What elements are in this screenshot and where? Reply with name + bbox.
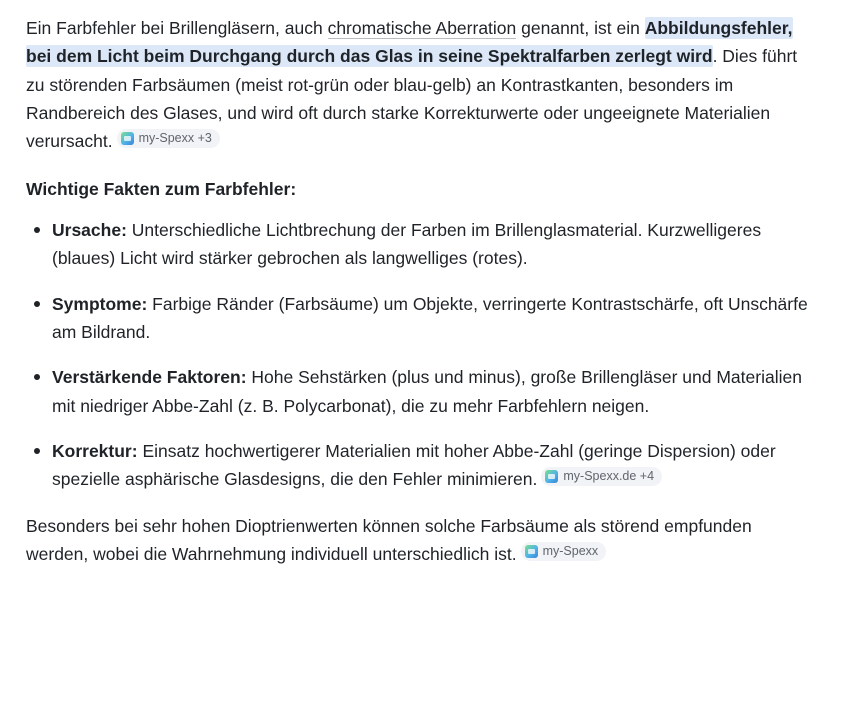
fact-text: Farbige Ränder (Farbsäume) um Objekte, verringerte Kontrastschärfe, oft Unschärfe am Bildrand.: [52, 293, 808, 342]
fact-text: Unterschiedliche Lichtbrechung der Farben im Brillenglasmaterial. Kurzwelligeres (blaues) Licht wird stärker gebrochen als langwelliges (rotes).: [52, 219, 762, 269]
facts-list: [26, 216, 815, 494]
list-item: [26, 363, 815, 420]
intro-underlined-term: chromatische Aberration: [327, 18, 517, 38]
site-favicon-icon: [121, 132, 134, 145]
fact-lead: Verstärkende Faktoren:: [52, 367, 247, 388]
fact-text: Hohe Sehstärken (plus und minus), große Brillengläser und Materialien mit niedriger Abbe-Zahl (z. B. Polycarbonat), die zu mehr Farbfehlern neigen.: [52, 367, 802, 416]
site-favicon-icon: [525, 545, 538, 558]
citation-label: my-Spexx +3: [138, 131, 212, 146]
intro-highlighted-text: Abbildungsfehler, bei dem Licht beim Durchgang durch das Glas in seine Spektralfarben zerlegt wird: [26, 18, 793, 67]
site-favicon-icon: [545, 470, 558, 483]
fact-lead: Ursache:: [52, 219, 127, 240]
fact-lead: Symptome:: [52, 293, 148, 314]
list-item: [26, 216, 815, 273]
list-item: [26, 290, 815, 347]
citation-chip[interactable]: [521, 542, 607, 561]
section-heading: Wichtige Fakten zum Farbfehler:: [26, 178, 297, 199]
intro-text-part2: genannt, ist ein: [516, 18, 645, 38]
fact-lead: Korrektur:: [52, 441, 138, 462]
citation-chip[interactable]: [117, 129, 220, 148]
outro-text: Besonders bei sehr hohen Dioptrienwerten können solche Farbsäume als störend empfunden werden, wobei die Wahrnehmung individuell unterschiedlich ist.: [26, 515, 752, 565]
intro-paragraph: [26, 14, 815, 156]
fact-text: Einsatz hochwertigerer Materialien mit hoher Abbe-Zahl (geringe Dispersion) oder spezielle asphärische Glasdesigns, die den Fehler minimieren.: [52, 441, 776, 490]
list-item: [26, 437, 815, 494]
intro-text-part3: . Dies führt zu störenden Farbsäumen (meist rot-grün oder blau-gelb) an Kontrastkanten, besonders im Randbereich des Glases, und wird oft durch starke Korrekturwerte oder ungeeignete Materialien verursacht.: [26, 46, 798, 152]
outro-paragraph: [26, 512, 815, 569]
citation-chip[interactable]: [541, 467, 662, 486]
citation-label: my-Spexx.de +4: [563, 469, 655, 484]
intro-text-part1: Ein Farbfehler bei Brillengläsern, auch: [26, 18, 328, 38]
citation-label: my-Spexx: [542, 544, 599, 559]
